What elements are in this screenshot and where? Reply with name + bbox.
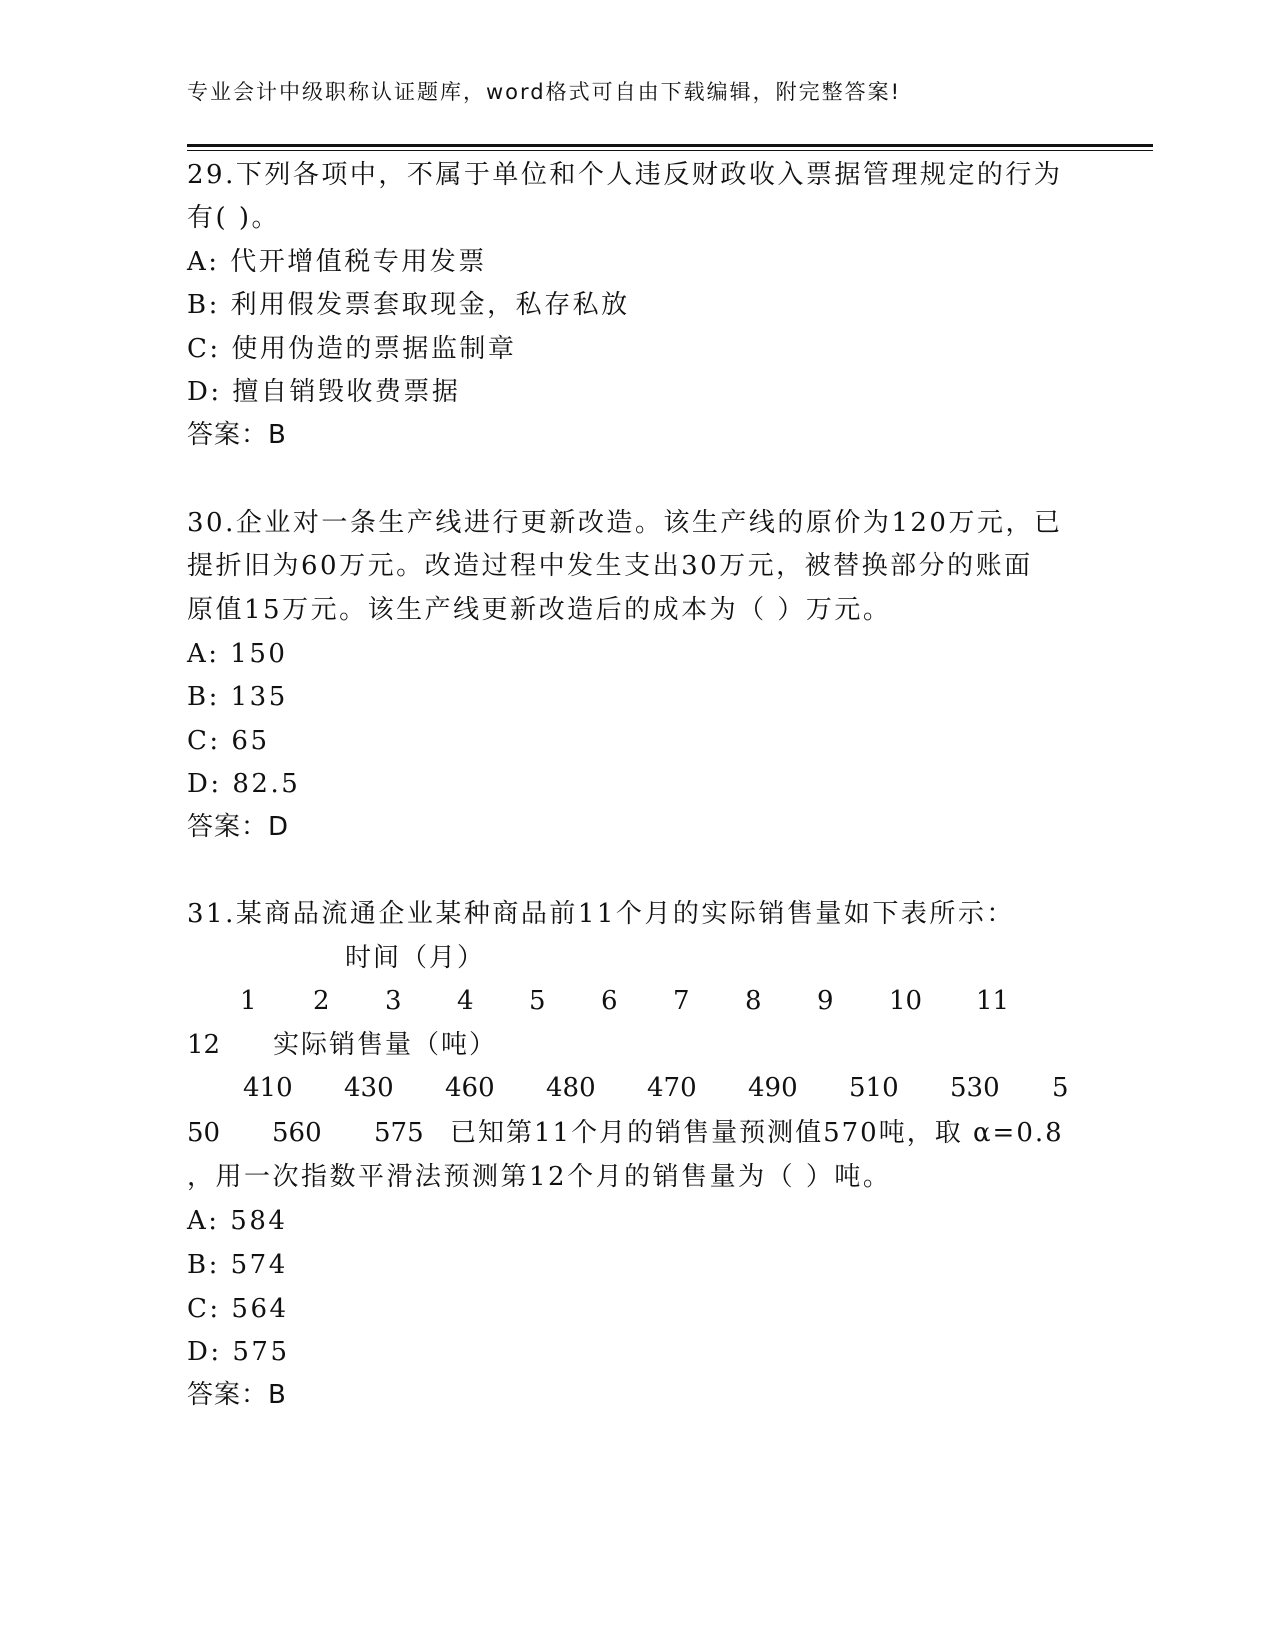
table-month-cell: 8 bbox=[745, 986, 762, 1016]
table-month-cell: 7 bbox=[673, 986, 690, 1016]
option-d: D: 82.5 bbox=[187, 769, 301, 799]
table-sales-cell: 470 bbox=[647, 1073, 697, 1103]
table-sales-cell: 575 bbox=[374, 1118, 424, 1148]
question-text: 30.企业对一条生产线进行更新改造。该生产线的原价为120万元，已 bbox=[187, 508, 1063, 538]
option-b: B: 135 bbox=[187, 682, 288, 712]
page-header: 专业会计中级职称认证题库，word格式可自由下载编辑，附完整答案! bbox=[187, 80, 902, 104]
table-sales-cell: 510 bbox=[849, 1073, 899, 1103]
table-sales-label: 实际销售量（吨） bbox=[273, 1030, 498, 1060]
option-b: B: 利用假发票套取现金，私存私放 bbox=[187, 290, 630, 320]
option-b: B: 574 bbox=[187, 1250, 288, 1280]
table-sales-cell: 50 bbox=[187, 1118, 221, 1148]
header-rule bbox=[187, 144, 1153, 147]
table-sales-cell: 460 bbox=[445, 1073, 495, 1103]
question-text: ，用一次指数平滑法预测第12个月的销售量为（ ）吨。 bbox=[187, 1162, 892, 1192]
question-text: 31.某商品流通企业某种商品前11个月的实际销售量如下表所示： bbox=[187, 899, 1015, 929]
option-a: A: 150 bbox=[187, 639, 288, 669]
question-text: 有( )。 bbox=[187, 203, 281, 233]
answer: 答案：B bbox=[187, 1380, 287, 1410]
option-a: A: 584 bbox=[187, 1206, 288, 1236]
table-sales-cell: 530 bbox=[950, 1073, 1000, 1103]
table-month-cell: 5 bbox=[529, 986, 546, 1016]
table-sales-cell: 5 bbox=[1052, 1073, 1069, 1103]
option-a: A: 代开增值税专用发票 bbox=[187, 247, 487, 277]
option-c: C: 使用伪造的票据监制章 bbox=[187, 334, 517, 364]
question-text: 提折旧为60万元。改造过程中发生支出30万元，被替换部分的账面 bbox=[187, 551, 1033, 581]
question-text: 29.下列各项中，不属于单位和个人违反财政收入票据管理规定的行为 bbox=[187, 160, 1063, 190]
question-text: 已知第11个月的销售量预测值570吨，取 α=0.8 bbox=[450, 1118, 1064, 1148]
table-sales-cell: 430 bbox=[344, 1073, 394, 1103]
table-sales-cell: 560 bbox=[272, 1118, 322, 1148]
option-d: D: 擅自销毁收费票据 bbox=[187, 377, 461, 407]
header-rule-thin bbox=[187, 150, 1153, 151]
answer: 答案：D bbox=[187, 812, 290, 842]
table-sales-cell: 480 bbox=[546, 1073, 596, 1103]
option-c: C: 564 bbox=[187, 1294, 289, 1324]
table-time-label: 时间（月） bbox=[345, 943, 486, 973]
option-d: D: 575 bbox=[187, 1337, 290, 1367]
table-month-cell: 2 bbox=[313, 986, 330, 1016]
option-c: C: 65 bbox=[187, 726, 270, 756]
table-month-cell: 12 bbox=[187, 1030, 221, 1060]
table-month-cell: 4 bbox=[457, 986, 474, 1016]
table-month-cell: 6 bbox=[601, 986, 618, 1016]
table-month-cell: 11 bbox=[976, 986, 1010, 1016]
table-sales-cell: 410 bbox=[243, 1073, 293, 1103]
table-month-cell: 3 bbox=[385, 986, 402, 1016]
answer: 答案：B bbox=[187, 420, 287, 450]
table-month-cell: 1 bbox=[240, 986, 257, 1016]
table-month-cell: 10 bbox=[889, 986, 923, 1016]
table-sales-cell: 490 bbox=[748, 1073, 798, 1103]
question-text: 原值15万元。该生产线更新改造后的成本为（ ）万元。 bbox=[187, 595, 892, 625]
table-month-cell: 9 bbox=[817, 986, 834, 1016]
